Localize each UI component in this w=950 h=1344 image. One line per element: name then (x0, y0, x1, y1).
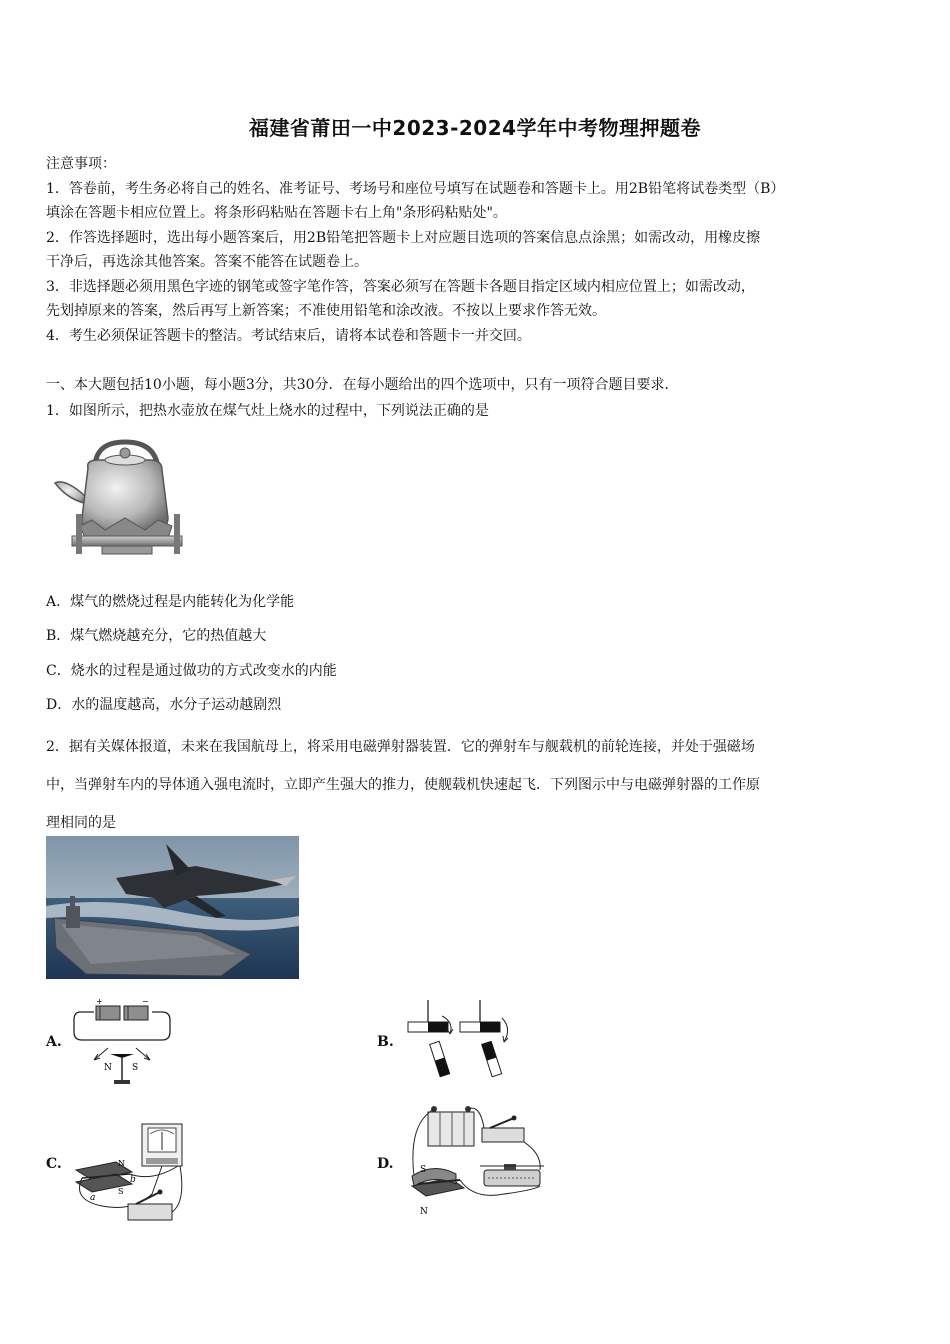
question-1-option-c: C．烧水的过程是通过做功的方式改变水的内能 (46, 663, 337, 679)
fig-c-n-text: N (118, 1159, 125, 1168)
notice-line: 1．答卷前，考生务必将自己的姓名、准考证号、考场号和座位号填写在试题卷和答题卡上。用2B铅笔将试卷类型（B） (46, 180, 785, 197)
notice-heading: 注意事项： (46, 156, 116, 172)
question-2-option-c-label: C. (46, 1156, 62, 1172)
question-1-option-d: D．水的温度越高，水分子运动越剧烈 (46, 697, 282, 713)
figure-d-battery-circuit (404, 1104, 549, 1220)
fig-c-a-text: a (90, 1193, 96, 1203)
notice-line: 干净后，再选涂其他答案。答案不能答在试题卷上。 (46, 254, 368, 270)
fig-a-minus-text: − (142, 997, 149, 1006)
section-heading: 一、本大题包括10小题，每小题3分，共30分．在每小题给出的四个选项中，只有一项符合题目要求． (46, 377, 679, 393)
question-1-option-a: A．煤气的燃烧过程是内能转化为化学能 (46, 594, 295, 610)
question-1-stem: 1．如图所示，把热水壶放在煤气灶上烧水的过程中，下列说法正确的是 (46, 403, 489, 419)
fig-a-s-text: S (132, 1063, 139, 1073)
question-2-line: 2．据有关媒体报道，未来在我国航母上，将采用电磁弹射器装置．它的弹射车与舰载机的前轮连接，并处于强磁场 (46, 739, 755, 755)
question-2-option-a-label: A. (46, 1034, 62, 1050)
question-2-line: 理相同的是 (46, 815, 116, 831)
notice-line: 先划掉原来的答案，然后再写上新答案；不准使用铅笔和涂改液。不按以上要求作答无效。 (46, 303, 606, 319)
fig-a-n-text: N (104, 1063, 112, 1073)
page-title: 福建省莆田一中2023-2024学年中考物理押题卷 (248, 116, 702, 140)
question-2-stem (46, 728, 906, 842)
figure-a-electromagnet-compass (72, 998, 172, 1086)
notice-line: 4．考生必须保证答题卡的整洁。考试结束后，请将本试卷和答题卡一并交回。 (46, 327, 531, 344)
notice-line: 填涂在答题卡相应位置上。将条形码粘贴在答题卡右上角"条形码粘贴处"。 (46, 205, 507, 221)
notice-block (46, 152, 906, 348)
fig-a-plus-text: + (96, 997, 103, 1006)
question-2-option-d-label: D. (377, 1156, 394, 1172)
question-2-option-b-label: B. (377, 1034, 394, 1050)
kettle-on-stove-illustration (50, 438, 185, 560)
figure-b-magnets-rotation (404, 996, 522, 1084)
fig-d-s-text: S (420, 1165, 427, 1175)
aircraft-carrier-photo (46, 836, 299, 979)
question-1-option-b: B．煤气燃烧越充分，它的热值越大 (46, 628, 267, 644)
notice-line: 2．作答选择题时，选出每小题答案后，用2B铅笔把答题卡上对应题目选项的答案信息点涂黑；如需改动，用橡皮擦 (46, 229, 761, 246)
notice-line: 3．非选择题必须用黑色字迹的钢笔或签字笔作答，答案必须写在答题卡各题目指定区域内相应位置上；如需改动， (46, 278, 755, 295)
fig-c-b-text: b (130, 1175, 136, 1185)
fig-d-n-text: N (420, 1207, 428, 1217)
fig-c-s-text: S (118, 1187, 124, 1196)
question-2-line: 中，当弹射车内的导体通入强电流时，立即产生强大的推力，使舰载机快速起飞．下列图示中与电磁弹射器的工作原 (46, 777, 760, 793)
figure-c-induction-galvanometer (72, 1122, 192, 1224)
